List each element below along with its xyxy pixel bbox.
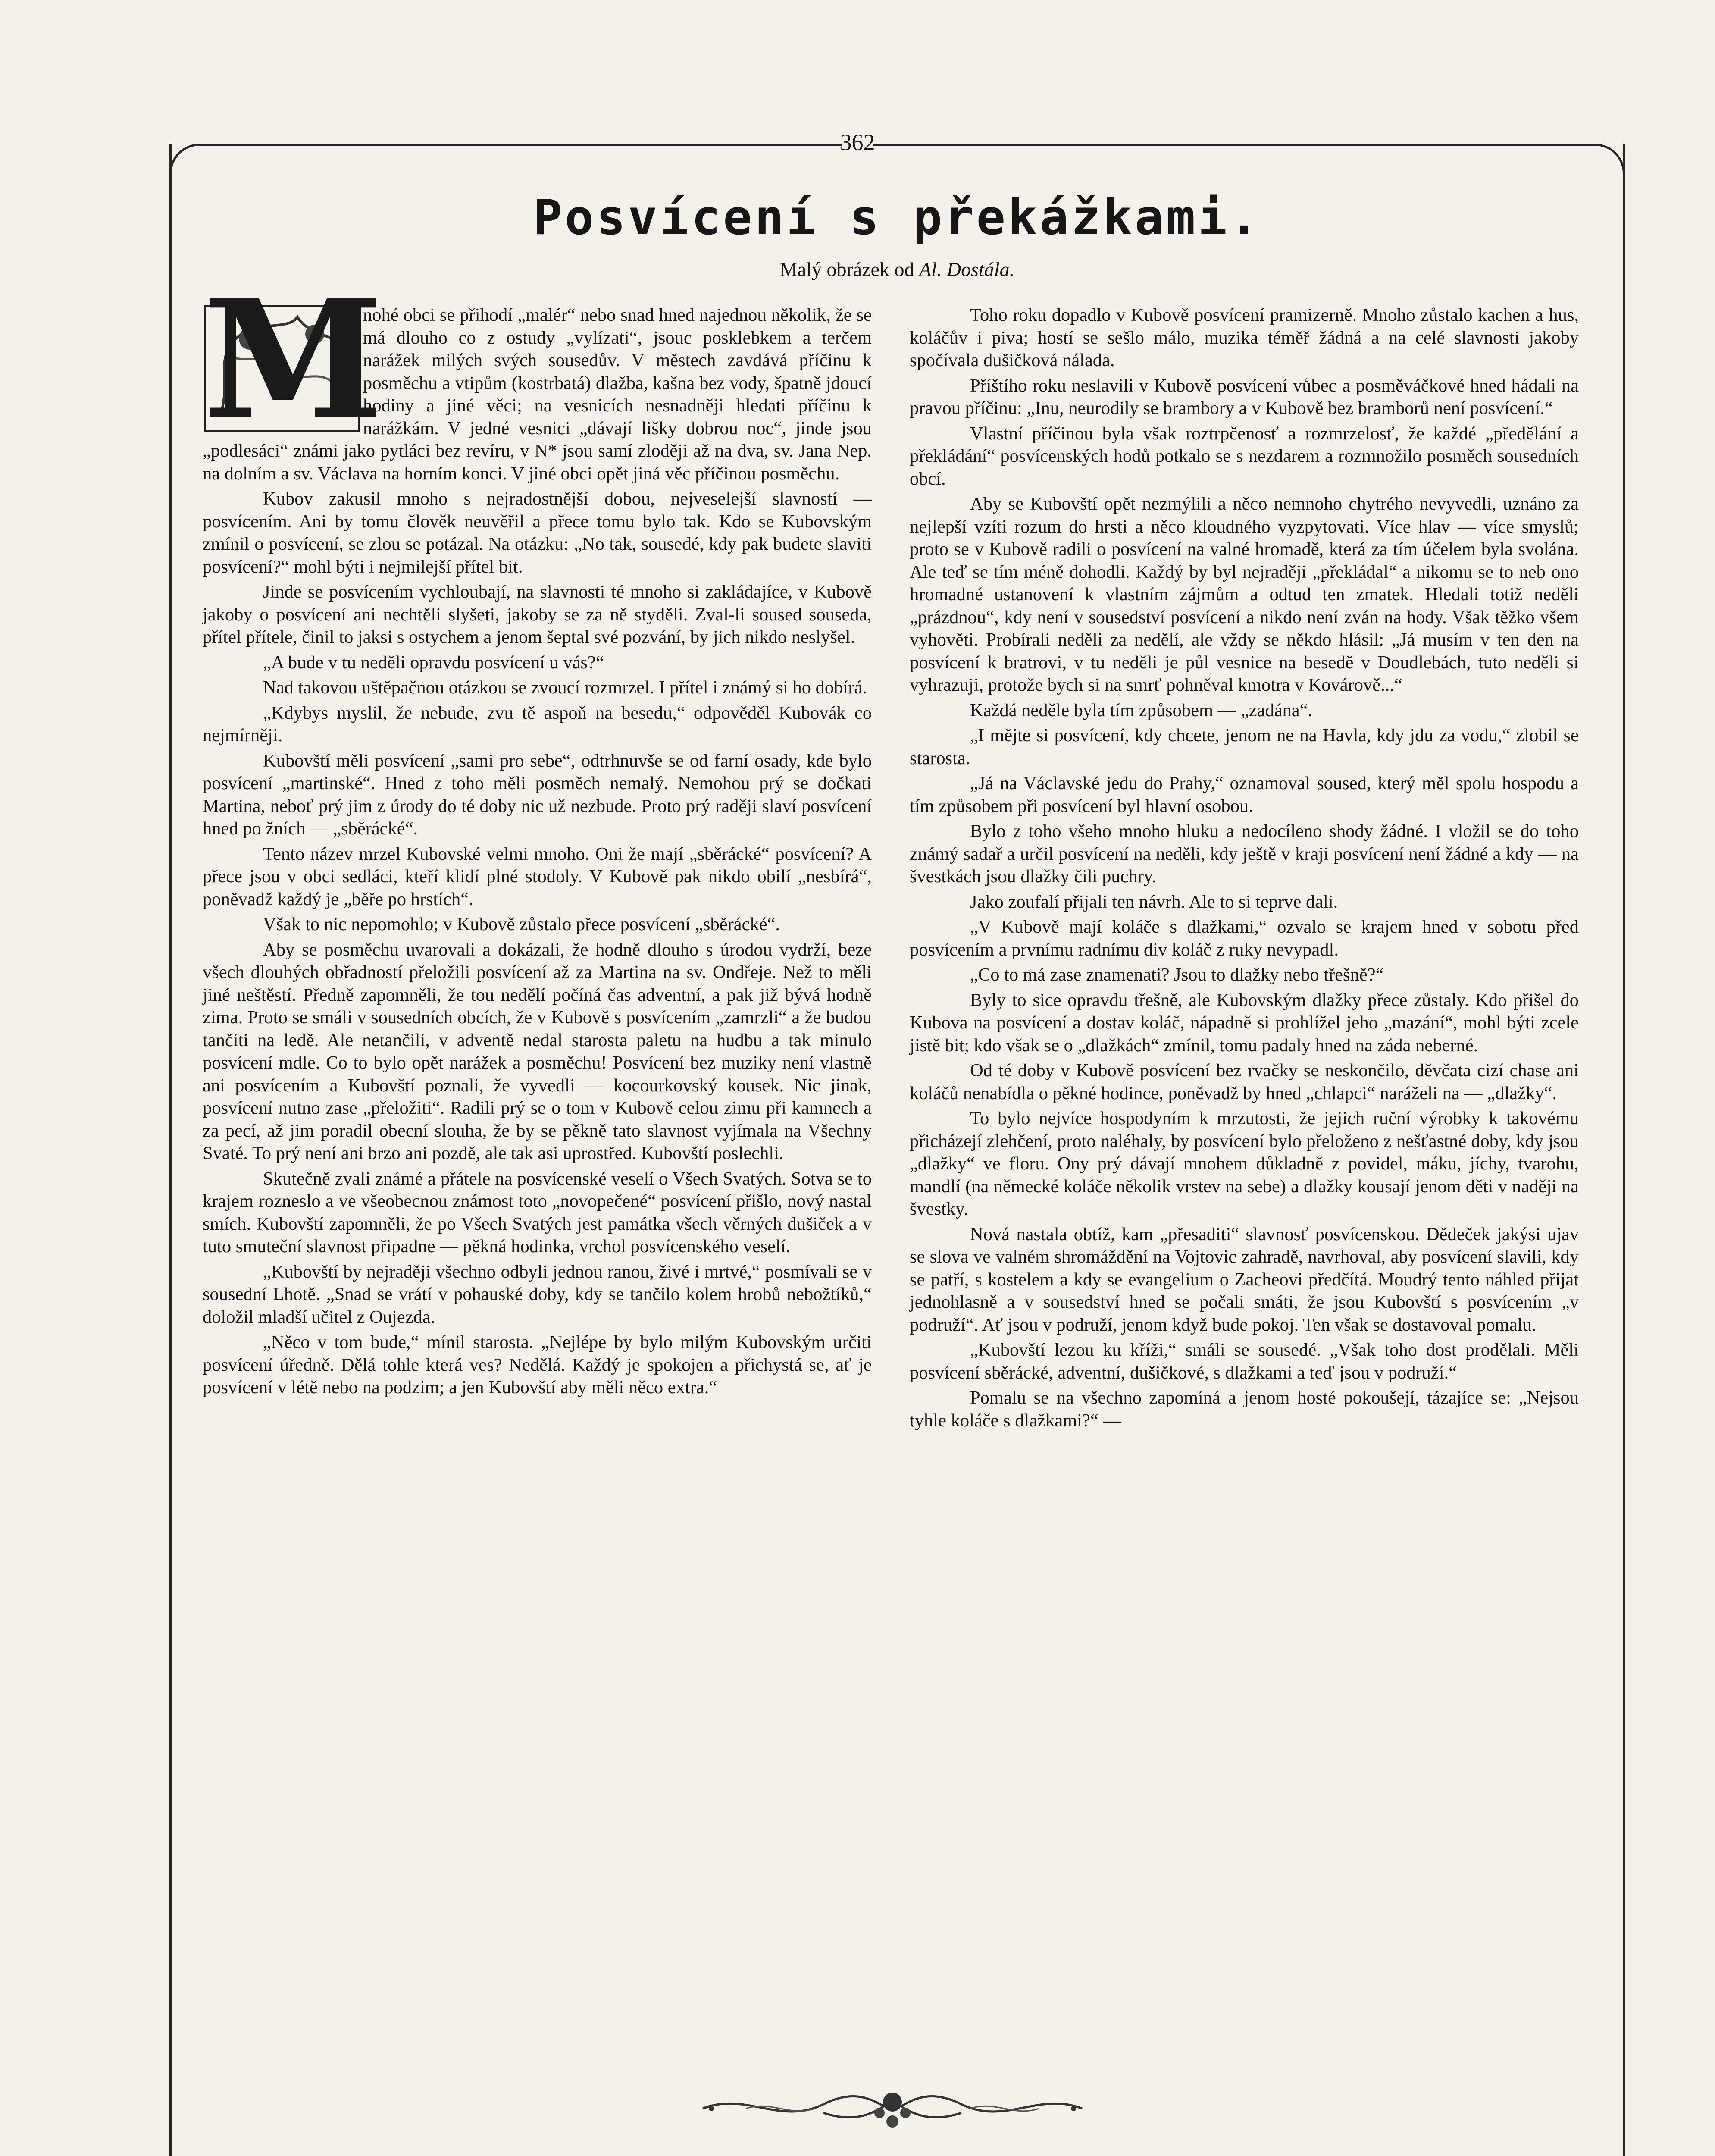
dropcap bbox=[203, 263, 384, 456]
right-paragraph: Od té doby v Kubově posvícení bez rvačky se neskončilo, děvčata cizí chase ani koláčů nenabídla o pěkné hodince, poněvadž by hned „chlapci“ naráželi na — „dlažky“. bbox=[910, 1060, 1579, 1103]
right-paragraph: „Kubovští lezou ku kříži,“ smáli se sousedé. „Však toho dost prodělali. Měli posvícení sběrácké, adventní, dušičkové, s dlažkami a teď jsou v podruží.“ bbox=[910, 1340, 1579, 1383]
right-paragraph: To bylo nejvíce hospodyním k mrzutosti, že jejich ruční výrobky k takovému přicházejí zlehčení, proto naléhaly, by posvícení bylo přeloženo z nešťastné doby, kdy jsou „dlažky“ ve floru. Ony prý dávají mnohem důkladně z povidel, máku, jíchy, tvarohu, mandlí (na německé koláče několik vrstev na sebe) a dlažky kousají jenom děti v naději na švestky. bbox=[910, 1108, 1579, 1219]
left-paragraph: nohé obci se přihodí „malér“ nebo snad hned najednou několik, že se má dlouho co z ostudy „vylízati“, jsouc posklebkem a terčem narážek milých svých sousedův. V městech zavdává příčinu k posměchu a vtipům (kostrbatá) dlažba, kašna bez vody, špatně jdoucí hodiny a jiné věci; na vesnicích nesnadněji hledati příčinu k narážkám. V jedné vesnici „dávají lišky dobrou noc“, jinde jsou „podlesáci“ známi jako pytláci bez revíru, v N* jsou samí zloději až na dva, sv. Jana Nep. na dolním a sv. Václava na horním konci. V jiné obci opět jiná věc příčinou posměchu. bbox=[203, 305, 872, 484]
right-paragraph: Nová nastala obtíž, kam „přesaditi“ slavnosť posvícenskou. Dědeček jakýsi ujav se slova ve valném shromáždění na Vojtovic zahradě, navrhoval, aby posvícení slavili, kdy se patří, s kostelem a kdy se evangelium o Zacheovi předčítá. Moudrý tento náhled přijat jednohlasně a v sousedství hned se počali smáti, že jsou Kubovští s posvícením „v podruží“. Ať jsou v podruží, jenom když bude pokoj. Ten však se dostavoval pomalu. bbox=[910, 1224, 1579, 1335]
right-paragraph: „V Kubově mají koláče s dlažkami,“ ozvalo se krajem hned v sobotu před posvícením a prvnímu radnímu div koláč z ruky nevypadl. bbox=[910, 917, 1579, 960]
left-paragraph: „Něco v tom bude,“ mínil starosta. „Nejlépe by bylo milým Kubovským určiti posvícení úředně. Dělá tohle která ves? Nedělá. Každý je spokojen a přichystá se, ať je posvícení v létě nebo na podzim; a jen Kubovští aby měli něco extra.“ bbox=[203, 1332, 872, 1398]
left-paragraph: Však to nic nepomohlo; v Kubově zůstalo přece posvícení „sběrácké“. bbox=[263, 914, 780, 934]
left-paragraph: Tento název mrzel Kubovské velmi mnoho. Oni že mají „sběrácké“ posvícení? A přece jsou v obci sedláci, kteří klidí plné stodoly. V Kubově pak nikdo obilí „nesbírá“, poněvadž každý je „běře po hrstích“. bbox=[203, 843, 872, 909]
right-paragraph: Byly to sice opravdu třešně, ale Kubovským dlažky přece zůstaly. Kdo přišel do Kubova na posvícení a dostav koláč, nápadně si prohlížel jeho „mazání“, mohl býti zcele jistě bit; kdo však se o „dlažkách“ zmínil, tomu padaly hned na záda neberné. bbox=[910, 990, 1579, 1056]
left-paragraph: „A bude v tu neděli opravdu posvícení u vás?“ bbox=[263, 652, 604, 673]
left-paragraph: Skutečně zvali známé a přátele na posvícenské veselí o Všech Svatých. Sotva se to krajem rozneslo a ve všeobecnou známost toto „novopečené“ posvícení přišlo, nový nastal smích. Kubovští zapomněli, že po Všech Svatých jest památka všech věrných dušiček a v tuto smuteční slavnost připadne — pěkná hodinka, vrchol posvícenského veselí. bbox=[203, 1168, 872, 1257]
left-paragraph: Jinde se posvícením vychloubají, na slavnosti té mnoho si zakládajíce, v Kubově jakoby o posvícení ani nechtěli slyšeti, jakoby se za ně styděli. Zval-li soused souseda, přítel přítele, činil to jaksi s ostychem a jenom šeptal své pozvání, by jich nikdo neslyšel. bbox=[203, 582, 872, 647]
left-paragraph: Aby se posměchu uvarovali a dokázali, že hodně dlouho s úrodou vydrží, beze všech dlouhých obřadností přeložili posvícení až za Martina na sv. Ondřeje. Než to měli jiné neštěstí. Předně zapomněli, že tou nedělí počíná čas adventní, a pak již bývá hodně zima. Proto se smáli v sousedních obcích, že v Kubově s posvícením „zamrzli“ a že budou tančiti na ledě. Ale netančili, v adventě nedal starosta paletu na hudbu a tak minulo posvícení mdle. Co to bylo opět narážek a posměchu! Posvícení bez muziky není vlastně ani posvícením a Kubovští poznali, že vyvedli — kocourkovský kousek. Nic jinak, posvícení nutno zase „přeložiti“. Radili prý se o tom v Kubově celou zimu při kamnech a za pecí, až jim poradil obecní slouha, že by se pěkně tato slavnost vyjímala na Všechny Svaté. To prý není ani brzo ani pozdě, ale tak asi uprostřed. Kubovští poslechli. bbox=[203, 939, 872, 1163]
left-paragraph: Kubov zakusil mnoho s nejradostnější dobou, nejveselejší slavností — posvícením. Ani by tomu člověk neuvěřil a přece tomu bylo tak. Kdo se Kubovským zmínil o posvícení, se zlou se potázal. Na otázku: „No tak, sousedé, kdy pak budete slaviti posvícení?“ mohl býti i nejmilejší přítel bit. bbox=[203, 489, 872, 577]
right-paragraph: Toho roku dopadlo v Kubově posvícení pramizerně. Mnoho zůstalo kachen a hus, koláčův i piva; hostí se sešlo málo, muzika téměř žádná a na celé slavnosti jakoby spočívala dušičková nálada. bbox=[910, 305, 1579, 370]
right-paragraph: Aby se Kubovští opět nezmýlili a něco nemnoho chytrého nevyvedli, uznáno za nejlepší vzíti rozum do hrsti a něco kloudného vyzpytovati. Více hlav — více smyslů; proto se v Kubově radili o posvícení na valné hromadě, která za tím účelem byla svolána. Ale teď se tím méně dohodli. Každý by byl nejraději „překládal“ a nikomu se to neb ono hromadné ustanovení k vlastním zájmům a odtud ten zmatek. Hledali totiž neděli „prázdnou“, kdy není v sousedství posvícení a nikdo není zván na hody. Však těžko všem vyhověti. Probírali neděli za nedělí, ale vždy se někdo hlásil: „Já musím v ten den na posvícení k bratrovi, v tu neděli je půl vesnice na besedě v Doudlebách, tuto neděli si vyhrazuji, protože bych si na smrť pohněval kmotra v Kovárově...“ bbox=[910, 494, 1579, 695]
left-paragraph: Kubovští měli posvícení „sami pro sebe“, odtrhnuvše se od farní osady, kde bylo posvícení „martinské“. Hned z toho měli posměch nemalý. Nemohou prý se dočkati Martina, neboť prý jim z úrody do té doby nic už nezbude. Proto prý raději slaví posvícení hned po žních — „sběrácké“. bbox=[203, 750, 872, 839]
right-paragraph: Jako zoufalí přijali ten návrh. Ale to si teprve dali. bbox=[970, 891, 1338, 912]
right-paragraph: „Co to má zase znamenati? Jsou to dlažky nebo třešně?“ bbox=[970, 965, 1384, 985]
byline-author: Al. Dostála. bbox=[919, 258, 1015, 280]
left-paragraph: „Kdybys myslil, že nebude, zvu tě aspoň na besedu,“ odpověděl Kubovák co nejmírněji. bbox=[203, 702, 872, 746]
left-paragraph: Nad takovou uštěpačnou otázkou se zvoucí rozmrzel. I přítel i známý si ho dobírá. bbox=[263, 677, 867, 698]
right-paragraph: „Já na Václavské jedu do Prahy,“ oznamoval soused, který měl spolu hospodu a tím způsobem při posvícení byl hlavní osobou. bbox=[910, 773, 1579, 816]
right-paragraph: Každá neděle byla tím způsobem — „zadána“. bbox=[970, 700, 1313, 721]
right-paragraph: Příštího roku neslavili v Kubově posvícení vůbec a posměváčkové hned hádali na pravou příčinu: „Inu, neurodily se brambory a v Kubově bez bramborů není posvícení.“ bbox=[910, 375, 1579, 418]
right-paragraph: Vlastní příčinou byla však roztrpčenosť a rozmrzelosť, že každé „předělání a překládání“ posvícenských hodů potkalo se s nezdarem a rozmnožilo posměch sousedních obcí. bbox=[910, 423, 1579, 489]
byline-prefix: Malý obrázek od bbox=[779, 258, 914, 280]
page-number: 362 bbox=[840, 129, 875, 155]
right-paragraph: Bylo z toho všeho mnoho hluku a nedocíleno shody žádné. I vložil se do toho známý sadař a určil posvícení na neděli, kdy ještě v kraji posvícení není žádné a kdy — na švestkách jsou dlažky čili puchry. bbox=[910, 821, 1579, 887]
dropcap-letter: M bbox=[203, 263, 384, 456]
right-column bbox=[910, 304, 1579, 1435]
byline bbox=[169, 258, 1625, 281]
right-paragraph: Pomalu se na všechno zapomíná a jenom hosté pokoušejí, tázajíce se: „Nejsou tyhle koláče s dlažkami?“ — bbox=[910, 1388, 1579, 1431]
vignette-ornament-icon bbox=[694, 2078, 1091, 2134]
left-paragraph: „Kubovští by nejraději všechno odbyli jednou ranou, živé i mrtvé,“ posmívali se v sousední Lhotě. „Snad se vrátí v pohauské doby, kdy se tančilo kolem hrobů nebožtíků,“ doložil mladší učitel z Oujezda. bbox=[203, 1261, 872, 1327]
article-title: Posvícení s překážkami. bbox=[533, 190, 1261, 246]
right-paragraph: „I mějte si posvícení, kdy chcete, jenom ne na Havla, kdy jdu za vodu,“ zlobil se starosta. bbox=[910, 725, 1579, 768]
